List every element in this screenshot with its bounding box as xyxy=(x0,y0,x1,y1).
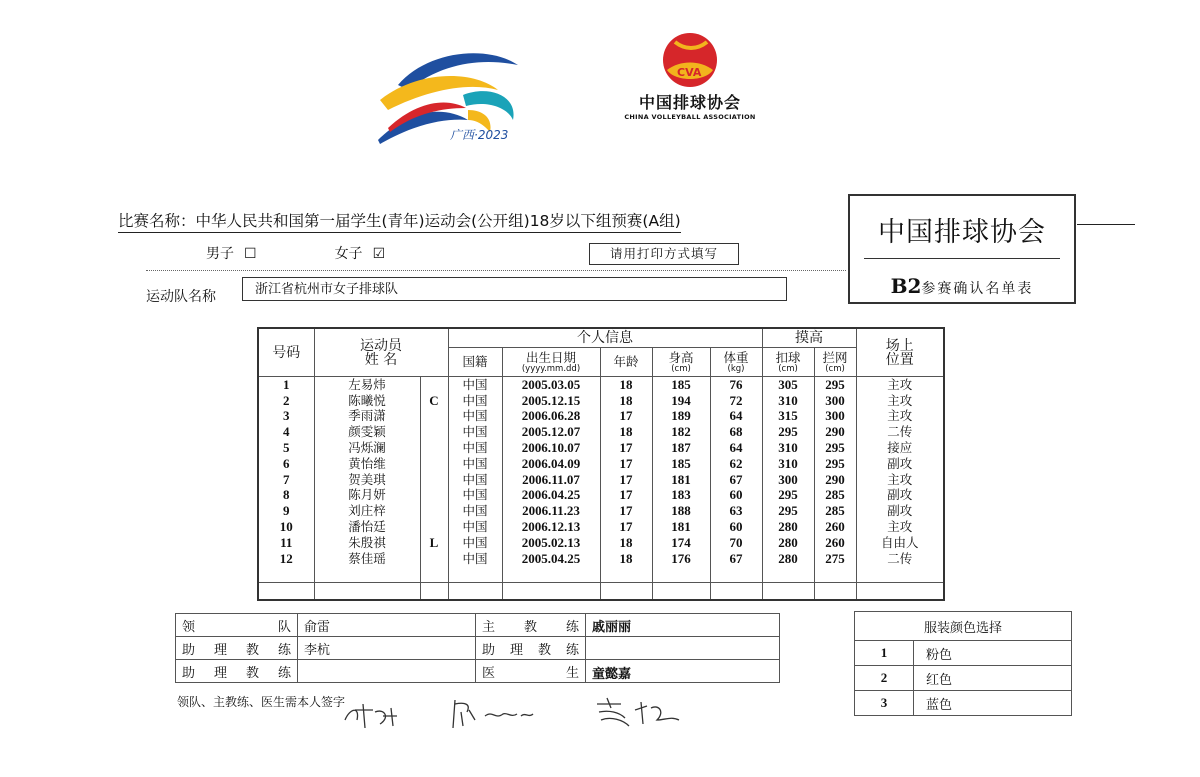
signature-leader xyxy=(345,704,397,728)
player-position: 主攻 xyxy=(856,472,944,488)
uniform-options xyxy=(855,641,1072,716)
player-number: 6 xyxy=(258,456,314,472)
player-row xyxy=(258,519,944,535)
label-char: 理 xyxy=(213,665,227,681)
player-role: C xyxy=(420,393,448,409)
uniform-option-number: 2 xyxy=(855,666,914,691)
player-row xyxy=(258,393,944,409)
player-height: 185 xyxy=(652,456,710,472)
player-height: 181 xyxy=(652,519,710,535)
player-number: 8 xyxy=(258,488,314,504)
empty-cell xyxy=(420,583,448,600)
player-weight: 67 xyxy=(710,472,762,488)
player-name: 潘怡廷 xyxy=(314,519,420,535)
player-birth: 2006.04.09 xyxy=(502,456,600,472)
player-height: 194 xyxy=(652,393,710,409)
player-age: 17 xyxy=(600,472,652,488)
col-height-unit: (cm) xyxy=(671,363,691,374)
player-block: 295 xyxy=(814,440,856,456)
empty-cell xyxy=(710,567,762,583)
player-spike: 310 xyxy=(762,440,814,456)
player-weight: 63 xyxy=(710,503,762,519)
player-birth: 2006.10.07 xyxy=(502,440,600,456)
player-age: 18 xyxy=(600,551,652,567)
label-char: 领 xyxy=(182,619,196,635)
player-block: 275 xyxy=(814,551,856,567)
form-name: 参赛确认名单表 xyxy=(921,281,1034,297)
leader-label-cell xyxy=(176,614,298,637)
empty-cell xyxy=(856,583,944,600)
col-birth-label: 出生日期 xyxy=(525,349,576,365)
player-position: 副攻 xyxy=(856,503,944,519)
uniform-option-color: 粉色 xyxy=(914,641,1072,666)
player-position: 副攻 xyxy=(856,456,944,472)
dotted-divider xyxy=(146,270,846,271)
player-birth: 2006.11.07 xyxy=(502,472,600,488)
player-row xyxy=(258,503,944,519)
player-block: 300 xyxy=(814,409,856,425)
player-weight: 62 xyxy=(710,456,762,472)
player-row xyxy=(258,409,944,425)
player-role xyxy=(420,440,448,456)
col-position-line2: 位置 xyxy=(885,351,914,368)
empty-cell xyxy=(258,567,314,583)
player-height: 174 xyxy=(652,535,710,551)
player-name: 蔡佳瑶 xyxy=(314,551,420,567)
player-birth: 2006.04.25 xyxy=(502,488,600,504)
player-weight: 68 xyxy=(710,424,762,440)
player-spike: 280 xyxy=(762,535,814,551)
assistant-value-1[interactable]: 李杭 xyxy=(298,637,476,660)
player-height: 183 xyxy=(652,488,710,504)
player-nationality: 中国 xyxy=(448,456,502,472)
player-age: 18 xyxy=(600,377,652,393)
col-block-label: 拦网 xyxy=(822,349,848,365)
player-spike: 300 xyxy=(762,472,814,488)
empty-cell xyxy=(502,583,600,600)
label-char: 助 xyxy=(482,642,496,658)
player-row xyxy=(258,551,944,567)
col-athlete-line1: 运动员 xyxy=(360,337,402,354)
player-nationality: 中国 xyxy=(448,503,502,519)
empty-cell xyxy=(762,567,814,583)
player-height: 189 xyxy=(652,409,710,425)
col-weight-unit: (kg) xyxy=(727,363,745,374)
col-position-line1: 场上 xyxy=(885,337,914,354)
player-row xyxy=(258,535,944,551)
player-number: 7 xyxy=(258,472,314,488)
label-char: 练 xyxy=(565,642,579,658)
head-coach-label xyxy=(482,616,579,635)
empty-cell xyxy=(762,583,814,600)
label-char: 理 xyxy=(509,642,523,658)
player-role xyxy=(420,519,448,535)
player-number: 11 xyxy=(258,535,314,551)
label-char: 练 xyxy=(565,619,579,635)
leader-value[interactable]: 俞雷 xyxy=(298,614,476,637)
player-nationality: 中国 xyxy=(448,440,502,456)
empty-cell xyxy=(448,583,502,600)
uniform-option-number: 1 xyxy=(855,641,914,666)
assistant-label-right xyxy=(482,639,579,658)
player-spike: 280 xyxy=(762,551,814,567)
empty-cell xyxy=(814,567,856,583)
label-char: 练 xyxy=(277,665,291,681)
player-position: 副攻 xyxy=(856,488,944,504)
assistant-label-1 xyxy=(182,639,291,658)
team-label: 运动队名称 xyxy=(146,289,216,305)
player-age: 17 xyxy=(600,409,652,425)
player-block: 290 xyxy=(814,424,856,440)
print-hint-box: 请用打印方式填写 xyxy=(589,243,739,265)
empty-cell xyxy=(314,567,420,583)
col-reach: 摸高 xyxy=(762,328,856,348)
player-row xyxy=(258,377,944,393)
uniform-option-color: 蓝色 xyxy=(914,691,1072,716)
volleyball-emblem-icon xyxy=(655,30,725,90)
signature-coach xyxy=(453,700,533,728)
uniform-option[interactable] xyxy=(855,666,1072,691)
player-nationality: 中国 xyxy=(448,424,502,440)
label-char: 教 xyxy=(523,619,537,635)
player-spike: 280 xyxy=(762,519,814,535)
col-personal-info: 个人信息 xyxy=(448,328,762,348)
label-char: 教 xyxy=(245,642,259,658)
player-row xyxy=(258,456,944,472)
handwritten-signatures xyxy=(335,690,715,735)
player-weight: 60 xyxy=(710,519,762,535)
head-coach-value[interactable]: 戚丽丽 xyxy=(586,614,780,637)
empty-cell xyxy=(600,567,652,583)
col-birth-format: (yyyy.mm.dd) xyxy=(521,363,581,374)
player-age: 17 xyxy=(600,503,652,519)
label-char: 教 xyxy=(245,665,259,681)
player-block: 260 xyxy=(814,519,856,535)
empty-cell xyxy=(710,583,762,600)
empty-cell xyxy=(856,567,944,583)
col-athlete-line2: 姓 名 xyxy=(364,351,398,368)
doctor-label xyxy=(482,662,579,681)
col-birth xyxy=(502,348,600,377)
col-athlete xyxy=(314,328,448,377)
player-block: 260 xyxy=(814,535,856,551)
player-weight: 64 xyxy=(710,409,762,425)
col-position xyxy=(856,328,944,377)
player-role xyxy=(420,377,448,393)
player-position: 接应 xyxy=(856,440,944,456)
player-name: 刘庄梓 xyxy=(314,503,420,519)
player-height: 188 xyxy=(652,503,710,519)
empty-cell xyxy=(600,583,652,600)
col-block-unit: (cm) xyxy=(825,363,845,374)
male-checkbox[interactable]: ☐ xyxy=(244,246,257,262)
player-role xyxy=(420,488,448,504)
player-name: 黄怡维 xyxy=(314,456,420,472)
uniform-title: 服装颜色选择 xyxy=(855,612,1072,641)
player-position: 二传 xyxy=(856,424,944,440)
player-height: 181 xyxy=(652,472,710,488)
female-label: 女子 xyxy=(334,246,363,262)
player-birth: 2005.12.07 xyxy=(502,424,600,440)
col-weight xyxy=(710,348,762,377)
player-birth: 2006.11.23 xyxy=(502,503,600,519)
player-birth: 2006.06.28 xyxy=(502,409,600,425)
player-nationality: 中国 xyxy=(448,535,502,551)
player-position: 主攻 xyxy=(856,393,944,409)
col-spike-unit: (cm) xyxy=(778,363,798,374)
form-code: B2 xyxy=(890,274,922,298)
doctor-value[interactable]: 童懿嘉 xyxy=(586,660,780,683)
player-number: 5 xyxy=(258,440,314,456)
uniform-option-color: 红色 xyxy=(914,666,1072,691)
assistant-label-cell-1 xyxy=(176,637,298,660)
staff-table xyxy=(175,613,780,683)
player-height: 182 xyxy=(652,424,710,440)
player-nationality: 中国 xyxy=(448,472,502,488)
player-birth: 2006.12.13 xyxy=(502,519,600,535)
doctor-label-cell xyxy=(476,660,586,683)
col-height-label: 身高 xyxy=(668,349,694,365)
header-rule xyxy=(1077,224,1135,225)
player-role xyxy=(420,503,448,519)
empty-cell xyxy=(420,567,448,583)
empty-cell xyxy=(258,583,314,600)
empty-cell xyxy=(448,567,502,583)
games-caption: 广西·2023 xyxy=(450,128,509,142)
player-number: 12 xyxy=(258,551,314,567)
leader-label xyxy=(182,616,291,635)
player-spike: 310 xyxy=(762,393,814,409)
player-weight: 70 xyxy=(710,535,762,551)
player-nationality: 中国 xyxy=(448,551,502,567)
player-role xyxy=(420,551,448,567)
player-age: 17 xyxy=(600,488,652,504)
player-row xyxy=(258,424,944,440)
player-block: 285 xyxy=(814,488,856,504)
form-title xyxy=(850,274,1074,298)
player-position: 二传 xyxy=(856,551,944,567)
org-title: 中国排球协会 xyxy=(878,217,1046,248)
player-role: L xyxy=(420,535,448,551)
player-number: 4 xyxy=(258,424,314,440)
empty-row xyxy=(258,583,944,600)
roster-body xyxy=(258,377,944,601)
player-age: 18 xyxy=(600,424,652,440)
label-char: 医 xyxy=(482,665,496,681)
assistant-value-right[interactable] xyxy=(586,637,780,660)
assistant-label-2 xyxy=(182,662,291,681)
player-role xyxy=(420,472,448,488)
col-spike xyxy=(762,348,814,377)
player-nationality: 中国 xyxy=(448,377,502,393)
player-name: 朱殷祺 xyxy=(314,535,420,551)
player-block: 295 xyxy=(814,456,856,472)
player-name: 季雨潇 xyxy=(314,409,420,425)
player-weight: 60 xyxy=(710,488,762,504)
cva-english: CHINA VOLLEYBALL ASSOCIATION xyxy=(624,113,756,121)
player-name: 陈曦悦 xyxy=(314,393,420,409)
player-position: 主攻 xyxy=(856,409,944,425)
col-number: 号码 xyxy=(258,328,314,377)
empty-row xyxy=(258,567,944,583)
player-nationality: 中国 xyxy=(448,409,502,425)
player-weight: 72 xyxy=(710,393,762,409)
player-position: 自由人 xyxy=(856,535,944,551)
title-rule xyxy=(864,258,1060,259)
player-birth: 2005.02.13 xyxy=(502,535,600,551)
col-spike-label: 扣球 xyxy=(775,349,801,365)
player-age: 17 xyxy=(600,519,652,535)
player-nationality: 中国 xyxy=(448,393,502,409)
gender-selection xyxy=(206,243,395,263)
player-name: 左易炜 xyxy=(314,377,420,393)
player-height: 176 xyxy=(652,551,710,567)
label-char: 生 xyxy=(565,665,579,681)
label-char: 队 xyxy=(277,619,291,635)
female-checkbox[interactable]: ☑ xyxy=(372,246,386,262)
team-name-field[interactable]: 浙江省杭州市女子排球队 xyxy=(242,277,787,301)
uniform-color-table xyxy=(854,611,1072,716)
uniform-option[interactable] xyxy=(855,641,1072,666)
player-nationality: 中国 xyxy=(448,519,502,535)
col-weight-label: 体重 xyxy=(723,349,749,365)
player-height: 185 xyxy=(652,377,710,393)
col-nationality: 国籍 xyxy=(448,348,502,377)
col-height xyxy=(652,348,710,377)
player-name: 贺美琪 xyxy=(314,472,420,488)
assistant-label-cell-right xyxy=(476,637,586,660)
player-number: 1 xyxy=(258,377,314,393)
cva-logo xyxy=(620,30,760,140)
label-char: 教 xyxy=(537,642,551,658)
signature-note: 领队、主教练、医生需本人签字 xyxy=(177,695,346,709)
assistant-value-2[interactable] xyxy=(298,660,476,683)
player-spike: 295 xyxy=(762,488,814,504)
col-block xyxy=(814,348,856,377)
label-char: 助 xyxy=(182,665,196,681)
uniform-option-number: 3 xyxy=(855,691,914,716)
label-char: 理 xyxy=(213,642,227,658)
cva-name: 中国排球协会 xyxy=(638,93,741,112)
player-role xyxy=(420,424,448,440)
player-role xyxy=(420,456,448,472)
player-birth: 2005.03.05 xyxy=(502,377,600,393)
roster-table xyxy=(257,327,945,601)
cva-emblem-letters: CVA xyxy=(677,66,702,79)
player-row xyxy=(258,440,944,456)
signature-doctor xyxy=(597,698,679,726)
player-age: 18 xyxy=(600,535,652,551)
player-name: 陈月妍 xyxy=(314,488,420,504)
player-block: 290 xyxy=(814,472,856,488)
player-number: 3 xyxy=(258,409,314,425)
player-block: 295 xyxy=(814,377,856,393)
player-number: 9 xyxy=(258,503,314,519)
player-spike: 295 xyxy=(762,424,814,440)
player-number: 2 xyxy=(258,393,314,409)
player-block: 300 xyxy=(814,393,856,409)
player-role xyxy=(420,409,448,425)
head-coach-label-cell xyxy=(476,614,586,637)
guangxi-2023-logo xyxy=(368,40,528,150)
player-age: 18 xyxy=(600,393,652,409)
uniform-option[interactable] xyxy=(855,691,1072,716)
player-nationality: 中国 xyxy=(448,488,502,504)
assistant-label-cell-2 xyxy=(176,660,298,683)
player-birth: 2005.12.15 xyxy=(502,393,600,409)
empty-cell xyxy=(502,567,600,583)
player-name: 颜雯颖 xyxy=(314,424,420,440)
player-age: 17 xyxy=(600,440,652,456)
player-weight: 76 xyxy=(710,377,762,393)
label-char: 助 xyxy=(182,642,196,658)
label-char: 练 xyxy=(277,642,291,658)
player-position: 主攻 xyxy=(856,377,944,393)
empty-cell xyxy=(652,583,710,600)
player-birth: 2005.04.25 xyxy=(502,551,600,567)
player-spike: 305 xyxy=(762,377,814,393)
player-height: 187 xyxy=(652,440,710,456)
col-age: 年龄 xyxy=(600,348,652,377)
player-number: 10 xyxy=(258,519,314,535)
empty-cell xyxy=(314,583,420,600)
form-title-box xyxy=(848,194,1076,304)
male-label: 男子 xyxy=(206,246,234,262)
player-row xyxy=(258,472,944,488)
player-position: 主攻 xyxy=(856,519,944,535)
player-weight: 67 xyxy=(710,551,762,567)
competition-name: 比赛名称：中华人民共和国第一届学生(青年)运动会(公开组)18岁以下组预赛(A组) xyxy=(118,209,681,233)
player-block: 285 xyxy=(814,503,856,519)
empty-cell xyxy=(652,567,710,583)
label-char: 主 xyxy=(482,619,496,635)
player-row xyxy=(258,488,944,504)
player-spike: 310 xyxy=(762,456,814,472)
player-age: 17 xyxy=(600,456,652,472)
player-spike: 295 xyxy=(762,503,814,519)
empty-cell xyxy=(814,583,856,600)
player-name: 冯烁澜 xyxy=(314,440,420,456)
player-spike: 315 xyxy=(762,409,814,425)
player-weight: 64 xyxy=(710,440,762,456)
